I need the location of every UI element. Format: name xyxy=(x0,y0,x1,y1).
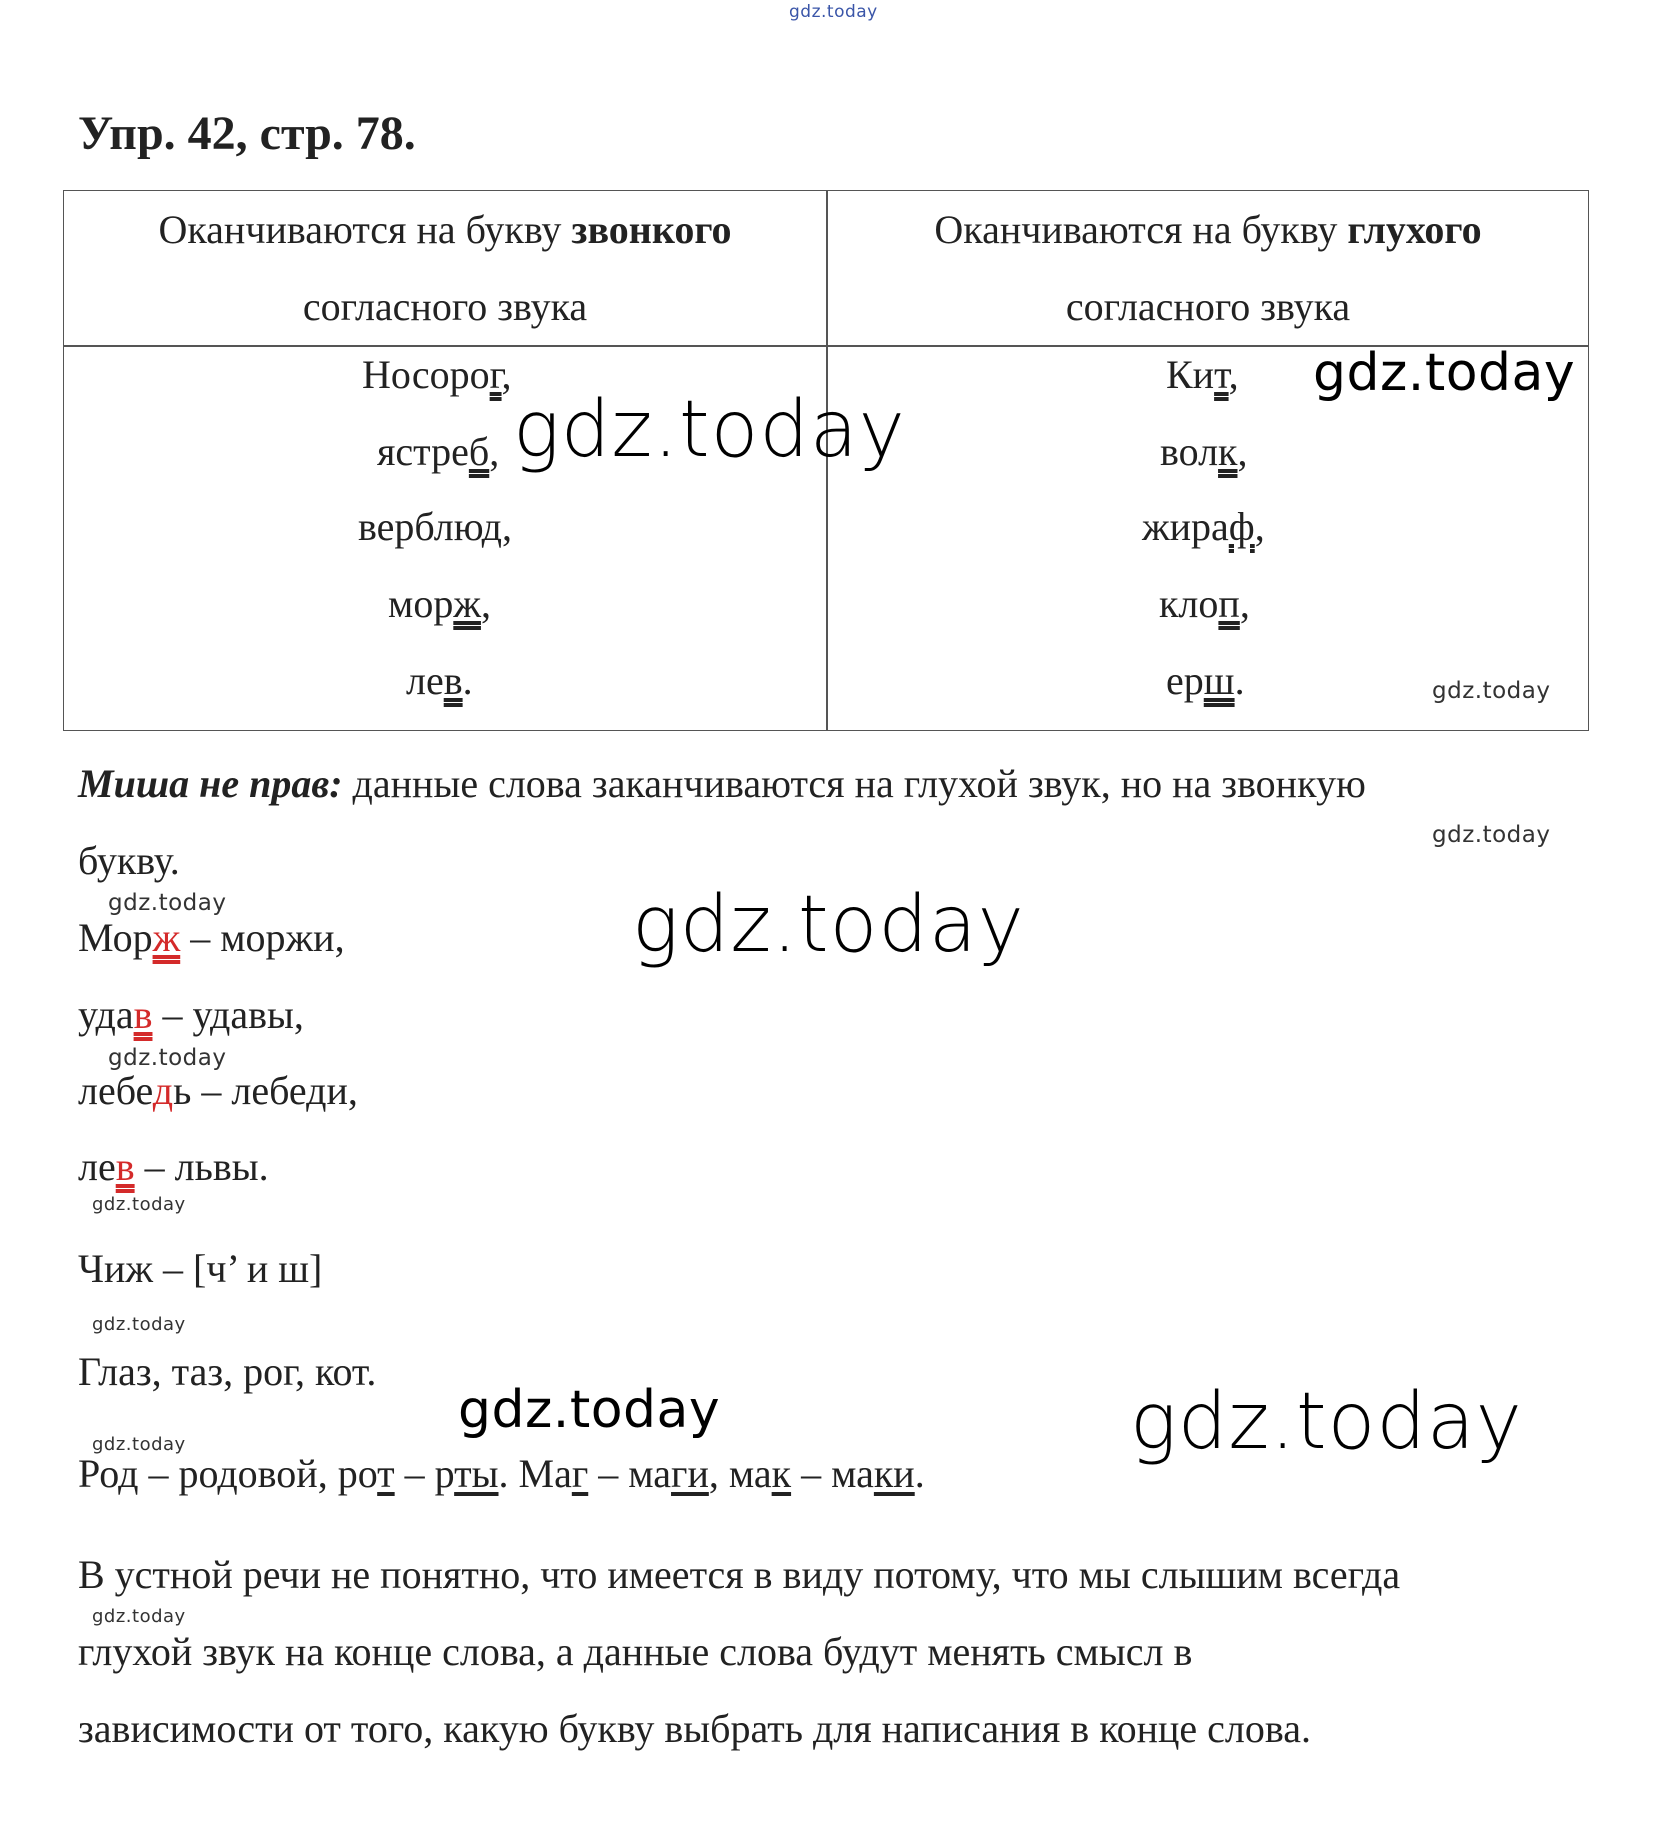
watermark: gdz.today xyxy=(458,1380,721,1440)
voiceless-word: Кит, xyxy=(1166,352,1239,397)
voiceless-word: жираф, xyxy=(1142,504,1265,549)
watermark: gdz.today xyxy=(1130,1377,1523,1467)
misha-line-2: букву. xyxy=(78,838,180,883)
watermark: gdz.today xyxy=(632,880,1025,970)
watermark-top: gdz.today xyxy=(789,2,878,22)
voiced-word: лев. xyxy=(406,658,473,703)
watermark: gdz.today xyxy=(1432,678,1551,704)
header-voiceless-line2: согласного звука xyxy=(1065,284,1351,329)
voiced-word: ястреб, xyxy=(377,429,500,474)
watermark: gdz.today xyxy=(92,1434,186,1455)
rod-line: Род – родовой, рот – рты. Маг – маги, мак – маки. xyxy=(78,1451,925,1496)
voiceless-word: волк, xyxy=(1160,429,1248,474)
misha-line-1 xyxy=(78,760,1366,807)
final-line: В устной речи не понятно, что имеется в виду потому, что мы слышим всегда xyxy=(78,1552,1401,1597)
voiced-word: верблюд, xyxy=(358,504,512,549)
pair-line: удав – удавы, xyxy=(78,992,304,1037)
header-voiced xyxy=(64,191,826,345)
chizh-line: Чиж – [ч’ и ш] xyxy=(78,1246,323,1291)
header-voiced-line2: согласного звука xyxy=(302,284,588,329)
pair-line: лев – львы. xyxy=(78,1144,269,1189)
watermark: gdz.today xyxy=(513,385,906,475)
pair-line: лебедь – лебеди, xyxy=(78,1068,358,1113)
watermark: gdz.today xyxy=(92,1194,186,1215)
watermark: gdz.today xyxy=(1313,343,1576,403)
header-voiceless xyxy=(827,191,1589,345)
header-voiced-prefix: Оканчиваются на букву xyxy=(158,207,572,252)
watermark: gdz.today xyxy=(92,1606,186,1627)
pair-line: Морж – моржи, xyxy=(78,915,345,960)
glaz-line: Глаз, таз, рог, кот. xyxy=(78,1349,377,1394)
final-line: зависимости от того, какую букву выбрать для написания в конце слова. xyxy=(78,1706,1311,1751)
voiceless-word: клоп, xyxy=(1159,581,1250,626)
voiceless-word: ерш. xyxy=(1166,658,1245,703)
final-line: глухой звук на конце слова, а данные слова будут менять смысл в xyxy=(78,1629,1193,1674)
watermark: gdz.today xyxy=(92,1314,186,1335)
header-voiced-bold: звонкого xyxy=(571,207,732,252)
misha-text: данные слова заканчиваются на глухой звук, но на звонкую xyxy=(342,761,1366,806)
header-voiceless-prefix: Оканчиваются на букву xyxy=(934,207,1348,252)
watermark: gdz.today xyxy=(108,890,227,916)
page-title: Упр. 42, стр. 78. xyxy=(78,107,416,160)
header-voiceless-bold: глухого xyxy=(1347,207,1482,252)
watermark: gdz.today xyxy=(108,1045,227,1071)
voiced-word: Носорог, xyxy=(362,352,512,397)
voiced-word: морж, xyxy=(388,581,491,626)
watermark: gdz.today xyxy=(1432,822,1551,848)
misha-italic: Миша не прав: xyxy=(78,761,343,806)
